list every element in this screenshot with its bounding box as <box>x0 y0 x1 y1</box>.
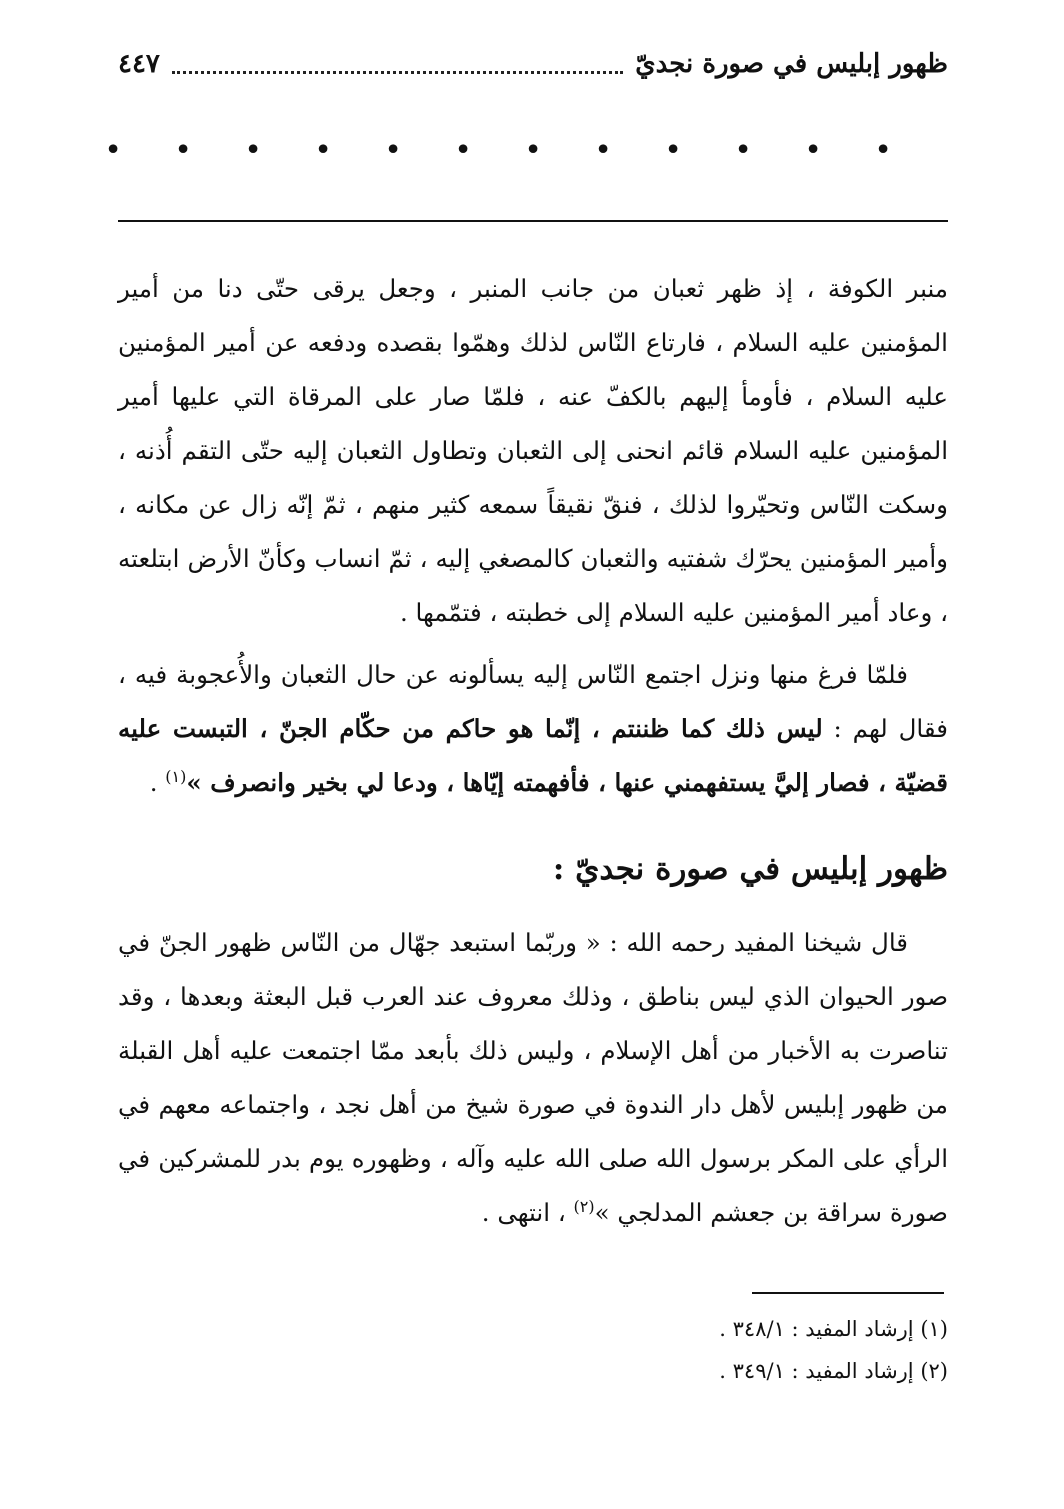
page-number: ٤٤٧ <box>118 49 160 79</box>
separator-dot: • <box>804 133 822 168</box>
separator-dot: • <box>314 133 332 168</box>
footnote-1: (١) إرشاد المفيد : ٣٤٨/١ . <box>719 1317 948 1341</box>
separator-dot: • <box>734 133 752 168</box>
separator-dot: • <box>384 133 402 168</box>
header-title: ظهور إبليس في صورة نجديّ <box>635 49 948 79</box>
header-dot-leader <box>172 71 623 74</box>
paragraph-2-end: . <box>149 768 166 797</box>
running-header <box>118 42 948 86</box>
footnotes <box>118 1308 948 1392</box>
paragraph-3-main: قال شيخنا المفيد رحمه الله : « وربّما استبعد جهّال من النّاس ظهور الجنّ في صور الحيوان الذي ليس بناطق ، وذلك معروف عند العرب قبل البعثة وبعدها ، وقد تناصرت به الأخبار من أهل الإسلام ، وليس ذلك بأبعد ممّا اجتمعت عليه أهل القبلة من ظهور إبليس لأهل دار الندوة في صورة شيخ من أهل نجد ، واجتماعه معهم في الرأي على المكر برسول الله صلى الله عليه وآله ، وظهوره يوم بدر للمشركين في صورة سراقة بن جعشم المدلجي » <box>118 928 948 1227</box>
separator-dot: • <box>104 133 122 168</box>
imam-quote: ليس ذلك كما ظننتم ، إنّما هو حاكم من حكّام الجنّ ، التبست عليه قضيّة ، فصار إليَّ يستفهمني عنها ، فأفهمته إيّاها ، ودعا لي بخير وانصرف » <box>118 714 948 797</box>
separator-dot: • <box>244 133 262 168</box>
section-separator-dots <box>104 133 892 168</box>
separator-dot: • <box>594 133 612 168</box>
paragraph-1: منبر الكوفة ، إذ ظهر ثعبان من جانب المنبر ، وجعل يرقى حتّى دنا من أمير المؤمنين عليه السلام ، فارتاع النّاس لذلك وهمّوا بقصده ودفعه عن أمير المؤمنين عليه السلام ، فأومأ إليهم بالكفّ عنه ، فلمّا صار على المرقاة التي عليها أمير المؤمنين عليه السلام قائم انحنى إلى الثعبان وتطاول الثعبان إليه حتّى التقم أُذنه ، وسكت النّاس وتحيّروا لذلك ، فنقّ نقيقاً سمعه كثير منهم ، ثمّ إنّه زال عن مكانه ، وأمير المؤمنين يحرّك شفتيه والثعبان كالمصغي إليه ، ثمّ انساب وكأنّ الأرض ابتلعته ، وعاد أمير المؤمنين عليه السلام إلى خطبته ، فتمّمها . <box>118 274 948 627</box>
header-rule <box>118 220 948 222</box>
footnote-ref-2: (٢) <box>573 1196 595 1216</box>
paragraph-3-end: ، انتهى . <box>481 1198 574 1227</box>
footnote-ref-1: (١) <box>165 766 187 786</box>
footnote-2: (٢) إرشاد المفيد : ٣٤٩/١ . <box>719 1359 948 1383</box>
separator-dot: • <box>664 133 682 168</box>
separator-dot: • <box>454 133 472 168</box>
paragraph-2 <box>118 648 948 810</box>
separator-dot: • <box>874 133 892 168</box>
separator-dot: • <box>174 133 192 168</box>
paragraph-2-intro: فلمّا فرغ منها ونزل اجتمع النّاس إليه يسألونه عن حال الثعبان والأُعجوبة فيه ، فقال لهم : <box>118 660 948 743</box>
paragraph-3 <box>118 916 948 1240</box>
footnote-rule <box>752 1292 944 1294</box>
main-text <box>118 262 948 1240</box>
separator-dot: • <box>524 133 542 168</box>
section-heading: ظهور إبليس في صورة نجديّ : <box>552 851 948 887</box>
